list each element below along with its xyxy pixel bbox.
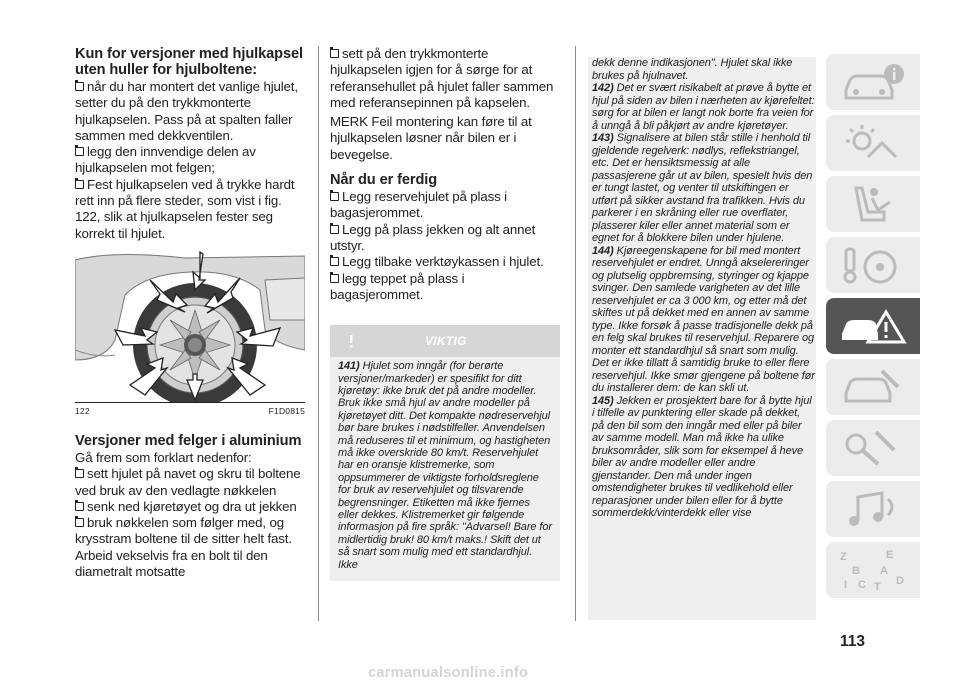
warning-141-continued: dekk denne indikasjonen". Hjulet skal ikke brukes på hjulnavet.	[592, 57, 793, 82]
index-letter: Z	[840, 551, 847, 563]
tab-maintenance[interactable]	[826, 359, 920, 415]
list-item: Legg på plass jekken og alt annet utstyr.	[330, 221, 536, 253]
tab-safety[interactable]	[826, 176, 920, 232]
list-item: Legg reservehjulet på plass i bagasjerommet.	[330, 189, 507, 221]
index-letter: D	[896, 575, 904, 587]
warning-box-body	[330, 357, 560, 581]
warning-box-header	[330, 325, 560, 357]
warning-144: 144) Kjøreegenskapene for bil med montert reservehjulet er endret. Unngå akselereringer og plutselig oppbremsing, styringer og kjappe svinger. Den samlede varigheten av det lille reservehjulet er ca 3 000 km, og etter må det skiftes ut på dekket med en annen av samme type. Ikke forsøk å passe tradisjonelle dekk på en felg skal brukes til reservehjul. Reparere og monter ett standardhjul så snart som mulig. Det er ikke tillatt å samtidig bruke to eller flere reservehjul. Ikke smør gjengene på boltene før du installerer dem: de kan skli ut.	[592, 244, 815, 394]
list-item: sett hjulet på navet og skru til boltene ved bruk av den vedlagte nøkkelen	[75, 466, 301, 498]
tab-emergency[interactable]	[826, 298, 920, 354]
page-number: 113	[840, 633, 866, 650]
figure-caption	[75, 402, 305, 416]
bullet-icon	[75, 502, 84, 511]
warning-143: 143) Signalisere at bilen står stille i henhold til gjeldende regelverk: nødlys, reflekstriangel, etc. Det er hensiktsmessig at alle passasjerene går ut av bilen, spesielt hvis den er tungt lastet, og venter til utskiftingen er utført på sikker avstand fra trafikken. Hvis du parkerer i en skråning eller rue overflater, plasserer kiler eller annet material som er egnet for å blokkere bilen under hjulene.	[592, 132, 813, 244]
heading-hubcap: Kun for versjoner med hjulkapsel uten huller for hjulboltene:	[75, 46, 303, 78]
warning-triangle-icon	[340, 329, 362, 351]
watermark: carmanualsonline.info	[368, 665, 529, 681]
index-letters-icon	[838, 548, 908, 592]
column-divider	[318, 46, 319, 621]
column-1	[75, 46, 305, 580]
multimedia-icon	[838, 487, 908, 531]
car-info-icon	[838, 60, 908, 104]
bullet-icon	[330, 274, 339, 283]
bullet-icon	[75, 469, 84, 478]
bullet-icon	[75, 518, 84, 527]
warning-141: 141) Hjulet som inngår (for berørte versjoner/markeder) er spesifikt for ditt kjøretøy: ikke bruk det på andre modeller. Bruk ikke små hjul av andre modeller på kjøretøyet ditt. Det kompakte nødreservehjul bør bare brukes i nødstilfeller. Anvendelsen må reduseres til et minimum, og hastigheten må ikke overskride 80 km/t. Reservehjulet har en oransje klistremerke, som oppsummerer de viktigste forholdsreglene for bruk av reservehjulet og tilsvarende begrensninger. Etiketten må ikke fjernes eller dekkes. Klistremerket gir følgende informasjon på fire språk: "Advarsel! Bare for midlertidig bruk! 80 km/t maks.! Skift det ut så snart som mulig med ett standardhjul. Ikke	[338, 360, 552, 571]
dashboard-lights-icon	[838, 121, 908, 165]
bullet-icon	[330, 225, 339, 234]
index-letter: A	[880, 565, 888, 577]
index-letter: B	[852, 565, 860, 577]
figure-code: F1D0815	[268, 405, 305, 416]
bullet-icon	[330, 49, 339, 58]
list-item: Legg tilbake verktøykassen i hjulet.	[330, 254, 560, 270]
bullet-icon	[75, 147, 84, 156]
heading-when-finished: Når du er ferdig	[330, 172, 438, 189]
tab-dashboard[interactable]	[826, 115, 920, 171]
tab-starting-driving[interactable]	[826, 237, 920, 293]
list-item: Fest hjulkapselen ved å trykke hardt rett inn på flere steder, som vist i fig. 122, slik at hjulkapselen fester seg korrekt til hjulet.	[75, 176, 295, 241]
heading-alloy-rims: Versjoner med felger i aluminium	[75, 432, 302, 449]
list-item: legg den innvendige delen av hjulkapselen mot felgen;	[75, 144, 256, 176]
maintenance-car-icon	[838, 365, 908, 409]
list-item: bruk nøkkelen som følger med, og krysstram boltene til de sitter helt fast.	[75, 515, 292, 547]
index-letter: T	[874, 581, 881, 592]
index-letter: E	[886, 549, 894, 561]
tab-car-info[interactable]	[826, 54, 920, 110]
warning-145: 145) Jekken er prosjektert bare for å bytte hjul i tilfelle av punktering eller skade på dekket, på den bil som den inngår med eller på biler av samme modell. Man må ikke ha ulike bruksområder, slik som for eksempel å heve biler av andre modeller eller andre gjenstander. Den må under ingen omstendigheter brukes til vedlikehold eller reparasjoner under bilen eller for å bytte sommerdekk/vinterdekk eller vise	[592, 394, 812, 519]
list-item: legg teppet på plass i bagasjerommet.	[330, 270, 465, 302]
specifications-icon	[838, 426, 908, 470]
airbag-seat-icon	[838, 182, 908, 226]
bullet-icon	[75, 82, 84, 91]
warning-142: 142) Det er svært risikabelt at prøve å bytte et hjul på siden av bilen i nærheten av kjørefeltet: sørg for at bilen er langt nok borte fra veien for å unngå å bli påkjørt av andre kjøretøyer.	[592, 82, 815, 132]
index-letter: C	[858, 579, 866, 591]
column-3	[590, 57, 815, 520]
outro-text: Arbeid vekselvis fra en bolt til den diametralt motsatte	[75, 547, 268, 580]
list-item: sett på den trykkmonterte hjulkapselen igjen for å sørge for at referansehullet på hjulet faller sammen med referansepinnen på kapselen.	[330, 46, 554, 110]
column-2	[330, 46, 560, 581]
figure-122-wheel-hubcap	[75, 250, 305, 402]
list-item: senk ned kjøretøyet og dra ut jekken	[75, 499, 305, 515]
figure-number: 122	[75, 405, 90, 416]
bullet-icon	[330, 192, 339, 201]
intro-text: Gå frem som forklart nedenfor:	[75, 449, 252, 465]
bullet-icon	[75, 180, 84, 189]
note-text: MERK Feil montering kan føre til at hjulkapselen løsner når bilen er i bevegelse.	[330, 114, 532, 162]
column-divider	[575, 46, 576, 621]
bullet-icon	[330, 257, 339, 266]
tab-specifications[interactable]	[826, 420, 920, 476]
warning-title: VIKTIG	[425, 334, 467, 349]
tab-index[interactable]	[826, 542, 920, 598]
tab-multimedia[interactable]	[826, 481, 920, 537]
wheel-hubcap-illustration	[75, 250, 305, 402]
key-steering-icon	[838, 243, 908, 287]
index-letter: I	[844, 579, 848, 591]
chapter-tabs	[826, 54, 920, 603]
list-item: når du har montert det vanlige hjulet, setter du på den trykkmonterte hjulkapselen. Pass på at spalten faller sammen med dekkventilen.	[75, 79, 298, 143]
breakdown-warning-icon	[838, 304, 908, 348]
